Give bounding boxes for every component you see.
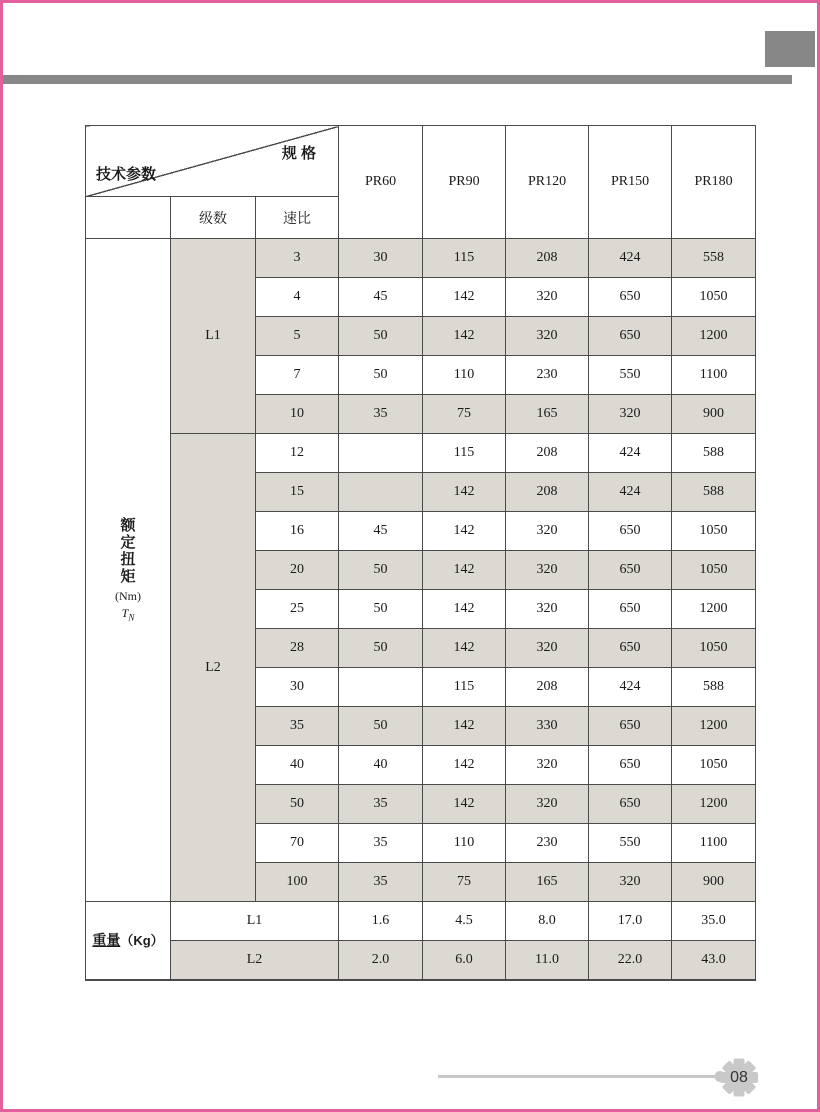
ratio-cell: 3 (256, 239, 339, 278)
torque-value-pr120: 320 (506, 317, 589, 356)
torque-value-pr90: 142 (423, 473, 506, 512)
torque-value-pr150: 320 (589, 395, 672, 434)
weight-stage-cell-l2: L2 (171, 941, 339, 980)
ratio-cell: 100 (256, 863, 339, 902)
torque-value-pr90: 142 (423, 746, 506, 785)
weight-stage-cell-l1: L1 (171, 902, 339, 941)
torque-value-pr90: 115 (423, 239, 506, 278)
torque-value-pr150: 550 (589, 356, 672, 395)
column-header-pr120: PR120 (506, 126, 589, 239)
torque-unit-label: (Nm) (115, 589, 141, 604)
torque-value-pr150: 650 (589, 629, 672, 668)
ratio-cell: 25 (256, 590, 339, 629)
torque-value-pr180: 1100 (672, 356, 756, 395)
torque-value-pr90: 75 (423, 863, 506, 902)
torque-value-pr120: 320 (506, 590, 589, 629)
ratio-cell: 15 (256, 473, 339, 512)
stage-cell-l2: L2 (171, 434, 256, 902)
stage-cell-l1: L1 (171, 239, 256, 434)
ratio-cell: 12 (256, 434, 339, 473)
torque-value-pr120: 320 (506, 746, 589, 785)
torque-value-pr180: 588 (672, 434, 756, 473)
weight-value-pr60: 1.6 (339, 902, 423, 941)
page-number: 08 (730, 1069, 748, 1086)
top-rule-bar (3, 75, 792, 84)
torque-value-pr150: 424 (589, 473, 672, 512)
torque-value-pr180: 558 (672, 239, 756, 278)
weight-value-pr90: 4.5 (423, 902, 506, 941)
torque-value-pr90: 142 (423, 512, 506, 551)
torque-value-pr60: 35 (339, 395, 423, 434)
torque-value-pr60: 35 (339, 863, 423, 902)
torque-value-pr150: 424 (589, 668, 672, 707)
ratio-cell: 10 (256, 395, 339, 434)
torque-value-pr150: 650 (589, 746, 672, 785)
torque-value-pr90: 115 (423, 434, 506, 473)
torque-value-pr60 (339, 434, 423, 473)
torque-value-pr180: 900 (672, 863, 756, 902)
ratio-cell: 28 (256, 629, 339, 668)
weight-unit-label: （Kg） (120, 933, 164, 949)
torque-label-char: 矩 (120, 568, 136, 586)
ratio-cell: 30 (256, 668, 339, 707)
column-header-pr90: PR90 (423, 126, 506, 239)
torque-value-pr150: 424 (589, 239, 672, 278)
torque-value-pr90: 75 (423, 395, 506, 434)
torque-value-pr90: 110 (423, 356, 506, 395)
torque-value-pr120: 165 (506, 863, 589, 902)
ratio-cell: 50 (256, 785, 339, 824)
ratio-cell: 40 (256, 746, 339, 785)
torque-value-pr120: 320 (506, 512, 589, 551)
torque-row-l1-3 (86, 239, 756, 278)
torque-label-char: 额 (120, 517, 136, 535)
torque-value-pr180: 1200 (672, 707, 756, 746)
ratio-cell: 35 (256, 707, 339, 746)
weight-value-pr60: 2.0 (339, 941, 423, 980)
weight-value-pr150: 17.0 (589, 902, 672, 941)
torque-value-pr90: 142 (423, 590, 506, 629)
torque-label-stack (86, 517, 170, 622)
torque-value-pr120: 208 (506, 434, 589, 473)
torque-value-pr90: 142 (423, 785, 506, 824)
torque-value-pr120: 320 (506, 278, 589, 317)
weight-value-pr90: 6.0 (423, 941, 506, 980)
torque-value-pr180: 1100 (672, 824, 756, 863)
footer-page-indicator (420, 1045, 800, 1109)
torque-value-pr180: 1050 (672, 746, 756, 785)
torque-value-pr120: 208 (506, 473, 589, 512)
column-header-pr180: PR180 (672, 126, 756, 239)
weight-value-pr180: 43.0 (672, 941, 756, 980)
torque-value-pr180: 1200 (672, 590, 756, 629)
header-empty-cell (86, 197, 171, 239)
header-ratio-label: 速比 (256, 197, 339, 239)
torque-value-pr150: 650 (589, 317, 672, 356)
torque-value-pr150: 550 (589, 824, 672, 863)
torque-value-pr180: 588 (672, 473, 756, 512)
torque-value-pr120: 208 (506, 668, 589, 707)
torque-value-pr150: 650 (589, 278, 672, 317)
ratio-cell: 70 (256, 824, 339, 863)
torque-value-pr150: 424 (589, 434, 672, 473)
torque-value-pr150: 650 (589, 590, 672, 629)
torque-value-pr120: 330 (506, 707, 589, 746)
torque-axis-label (86, 239, 171, 902)
column-header-pr60: PR60 (339, 126, 423, 239)
header-stage-label: 级数 (171, 197, 256, 239)
torque-value-pr60: 50 (339, 707, 423, 746)
torque-value-pr60: 50 (339, 356, 423, 395)
spec-table (85, 125, 756, 981)
torque-value-pr120: 320 (506, 629, 589, 668)
column-header-pr150: PR150 (589, 126, 672, 239)
header-spec-label: 规 格 (281, 145, 317, 162)
weight-value-pr180: 35.0 (672, 902, 756, 941)
torque-value-pr180: 1050 (672, 551, 756, 590)
weight-axis-label (86, 902, 171, 980)
torque-value-pr180: 1050 (672, 278, 756, 317)
torque-value-pr60: 45 (339, 512, 423, 551)
torque-value-pr60: 50 (339, 551, 423, 590)
weight-value-pr120: 11.0 (506, 941, 589, 980)
weight-row-l1 (86, 902, 756, 941)
torque-value-pr120: 230 (506, 824, 589, 863)
torque-value-pr120: 320 (506, 785, 589, 824)
torque-symbol: $T_N$ (121, 606, 135, 623)
torque-value-pr60: 50 (339, 317, 423, 356)
torque-value-pr90: 115 (423, 668, 506, 707)
torque-value-pr150: 650 (589, 551, 672, 590)
torque-value-pr60: 50 (339, 590, 423, 629)
torque-value-pr150: 650 (589, 707, 672, 746)
torque-value-pr180: 1050 (672, 629, 756, 668)
header-corner-cell (86, 126, 339, 197)
torque-value-pr180: 1200 (672, 317, 756, 356)
torque-value-pr180: 900 (672, 395, 756, 434)
corner-accent-block (765, 31, 815, 67)
weight-value-pr150: 22.0 (589, 941, 672, 980)
torque-value-pr90: 142 (423, 707, 506, 746)
torque-value-pr90: 142 (423, 629, 506, 668)
torque-value-pr150: 650 (589, 785, 672, 824)
torque-value-pr60: 35 (339, 824, 423, 863)
torque-value-pr120: 208 (506, 239, 589, 278)
torque-value-pr60: 50 (339, 629, 423, 668)
gear-icon (720, 1059, 758, 1097)
ratio-cell: 7 (256, 356, 339, 395)
torque-value-pr180: 1050 (672, 512, 756, 551)
torque-label-char: 扭 (120, 551, 136, 569)
torque-row-l2-12 (86, 434, 756, 473)
ratio-cell: 16 (256, 512, 339, 551)
torque-value-pr150: 320 (589, 863, 672, 902)
torque-value-pr90: 142 (423, 317, 506, 356)
weight-label-text: 重量 (92, 932, 121, 949)
torque-value-pr120: 165 (506, 395, 589, 434)
weight-value-pr120: 8.0 (506, 902, 589, 941)
torque-value-pr120: 230 (506, 356, 589, 395)
torque-value-pr60: 45 (339, 278, 423, 317)
torque-value-pr60: 40 (339, 746, 423, 785)
torque-value-pr180: 1200 (672, 785, 756, 824)
torque-value-pr60: 35 (339, 785, 423, 824)
ratio-cell: 5 (256, 317, 339, 356)
weight-row-l2 (86, 941, 756, 980)
header-params-label: 技术参数 (96, 166, 157, 183)
torque-value-pr90: 142 (423, 278, 506, 317)
ratio-cell: 4 (256, 278, 339, 317)
torque-value-pr60: 30 (339, 239, 423, 278)
torque-value-pr60 (339, 473, 423, 512)
torque-value-pr180: 588 (672, 668, 756, 707)
torque-value-pr90: 110 (423, 824, 506, 863)
torque-value-pr60 (339, 668, 423, 707)
torque-value-pr90: 142 (423, 551, 506, 590)
torque-label-char: 定 (120, 534, 136, 552)
torque-value-pr120: 320 (506, 551, 589, 590)
ratio-cell: 20 (256, 551, 339, 590)
torque-value-pr150: 650 (589, 512, 672, 551)
